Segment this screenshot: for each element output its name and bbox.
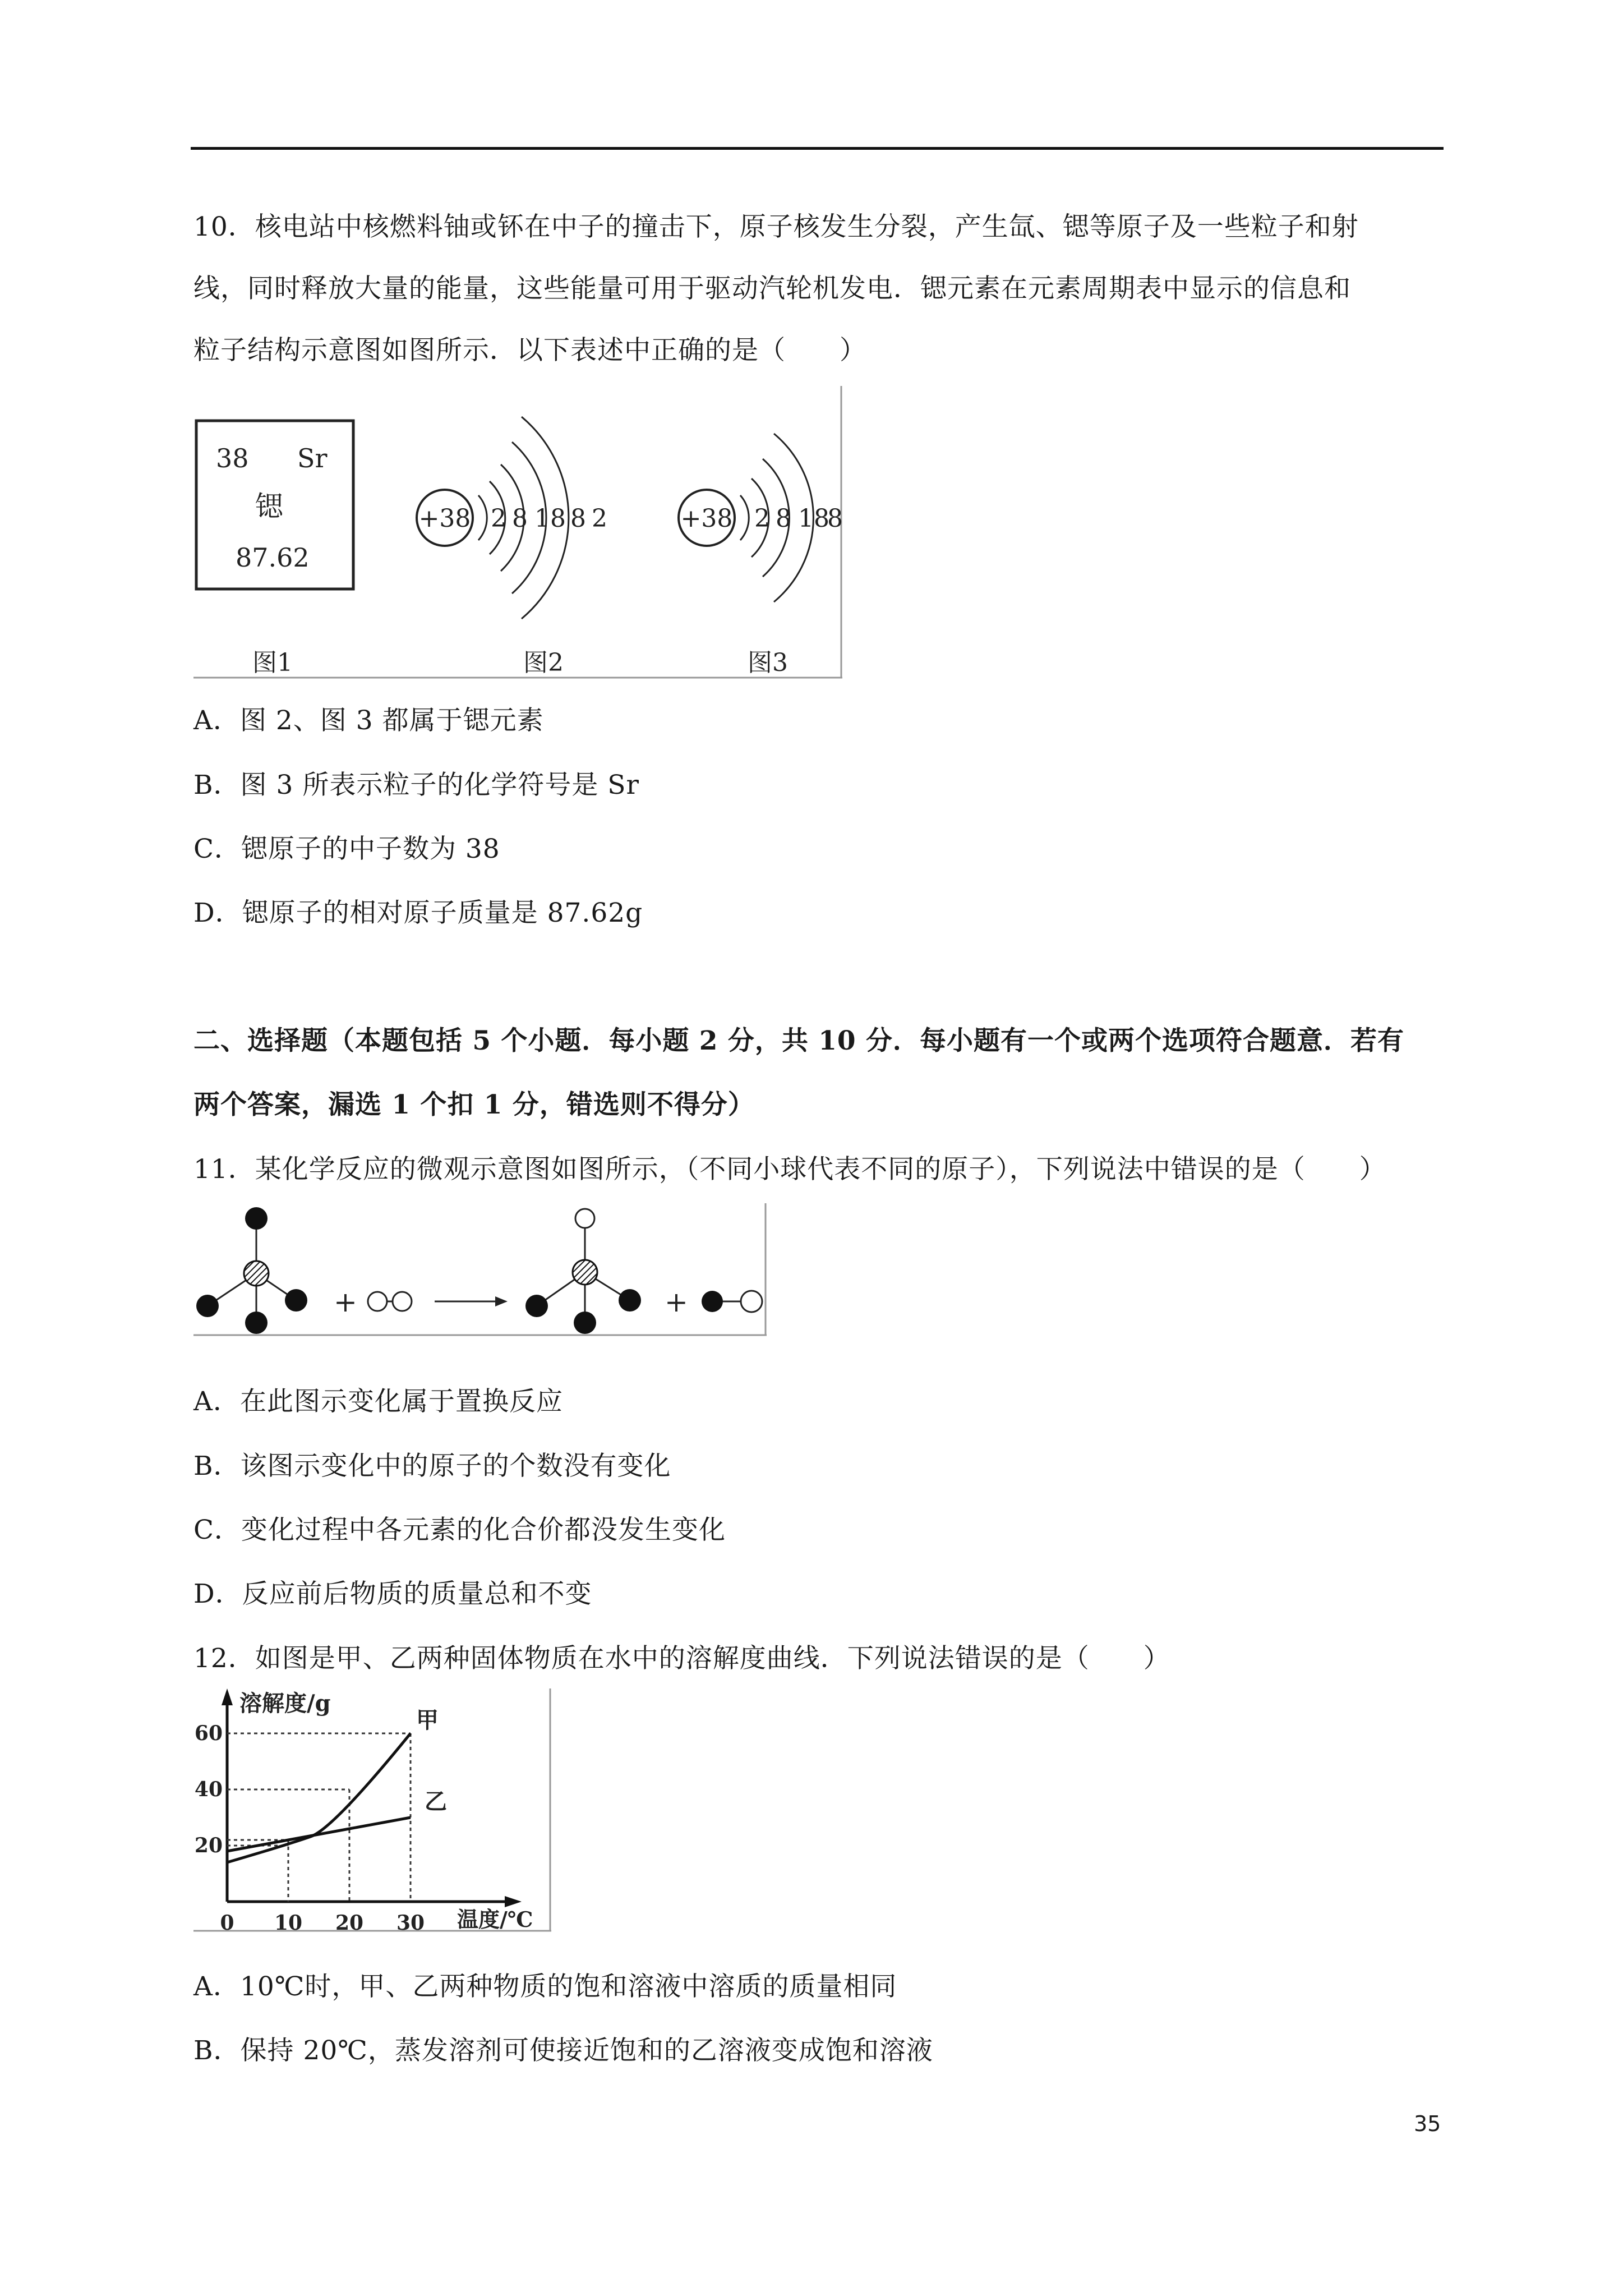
q12-option-a: A．10℃时，甲、乙两种物质的饱和溶液中溶质的质量相同 (193, 1971, 897, 2002)
series-label-yi: 乙 (425, 1788, 447, 1815)
series-curve-yi (227, 1818, 411, 1851)
solubility-chart (193, 1688, 552, 1935)
y-tick-label: 60 (194, 1722, 223, 1745)
q11-reaction-diagram (193, 1200, 768, 1341)
element-name: 锶 (255, 490, 283, 523)
y-tick-label: 40 (194, 1778, 223, 1801)
q10-option-a: A．图 2、图 3 都属于锶元素 (193, 705, 544, 736)
q12-stem: 12．如图是甲、乙两种固体物质在水中的溶解度曲线．下列说法错误的是（ ） (193, 1643, 1170, 1674)
series-curve-jia (227, 1733, 411, 1862)
fig2-caption: 图2 (523, 648, 564, 677)
x-tick-label: 20 (335, 1911, 364, 1935)
plus-sign-1: + (334, 1286, 357, 1318)
q12-option-b: B．保持 20℃，蒸发溶剂可使接近饱和的乙溶液变成饱和溶液 (193, 2035, 933, 2066)
fig3-shell-4: 8 (827, 504, 843, 533)
q11-option-b: B．该图示变化中的原子的个数没有变化 (193, 1451, 671, 1481)
plus-sign-2: + (665, 1286, 688, 1318)
fig2-shell-3: 18 (534, 504, 566, 533)
fig2-shell-5: 2 (592, 504, 607, 533)
reactant-molecule-2 (368, 1292, 412, 1311)
q10-stem-line-3: 粒子结构示意图如图所示．以下表述中正确的是（ ） (193, 335, 866, 366)
q11-option-d: D．反应前后物质的质量总和不变 (193, 1579, 592, 1609)
y-axis-label: 溶解度/g (239, 1690, 331, 1717)
fig2-shell-4: 8 (570, 504, 586, 533)
fig2-shell-2: 8 (512, 504, 528, 533)
x-tick-label: 0 (220, 1911, 234, 1935)
series-label-jia: 甲 (416, 1707, 439, 1733)
fig1-caption: 图1 (252, 648, 293, 677)
product-molecule-1 (525, 1209, 641, 1334)
q10-figure (193, 386, 844, 683)
fig3-shell-2: 8 (776, 504, 791, 533)
q11-stem: 11．某化学反应的微观示意图如图所示，（不同小球代表不同的原子），下列说法中错误的是（ ） (193, 1154, 1386, 1185)
fig3-ion-diagram (679, 434, 843, 602)
page-number: 35 (1414, 2111, 1441, 2136)
q10-stem-line-2: 线，同时释放大量的能量，这些能量可用于驱动汽轮机发电．锶元素在元素周期表中显示的信息和 (193, 273, 1351, 304)
q10-option-b: B．图 3 所表示粒子的化学符号是 Sr (193, 770, 639, 800)
section-2-heading-line-2: 两个答案，漏选 1 个扣 1 分，错选则不得分） (193, 1089, 755, 1120)
q10-option-c: C．锶原子的中子数为 38 (193, 834, 500, 864)
fig2-shell-1: 2 (491, 504, 506, 533)
header-rule (191, 147, 1444, 150)
fig3-caption: 图3 (748, 648, 788, 677)
reaction-arrow (435, 1296, 508, 1306)
q11-option-c: C．变化过程中各元素的化合价都没发生变化 (193, 1515, 726, 1545)
element-symbol: Sr (297, 443, 328, 473)
reactant-molecule-1 (196, 1207, 307, 1334)
element-mass: 87.62 (236, 542, 310, 573)
fig3-nucleus-charge: +38 (680, 504, 733, 533)
fig2-nucleus-charge: +38 (418, 504, 471, 533)
section-2-heading-line-1: 二、选择题（本题包括 5 个小题．每小题 2 分，共 10 分．每小题有一个或两个选项符合题意．若有 (193, 1025, 1404, 1056)
element-number: 38 (216, 443, 249, 473)
q11-option-a: A．在此图示变化属于置换反应 (193, 1386, 563, 1417)
fig3-shell-3: 18 (798, 504, 829, 533)
fig2-atom-diagram (417, 417, 607, 619)
q10-option-d: D．锶原子的相对原子质量是 87.62g (193, 898, 643, 928)
x-tick-label: 30 (396, 1911, 425, 1935)
q10-stem-line-1: 10．核电站中核燃料铀或钚在中子的撞击下，原子核发生分裂，产生氙、锶等原子及一些粒子和射 (193, 211, 1359, 242)
x-axis-label: 温度/℃ (457, 1907, 533, 1932)
fig3-shell-1: 2 (754, 504, 770, 533)
y-tick-label: 20 (194, 1834, 223, 1857)
x-tick-label: 10 (274, 1911, 303, 1935)
product-molecule-2 (702, 1291, 762, 1312)
